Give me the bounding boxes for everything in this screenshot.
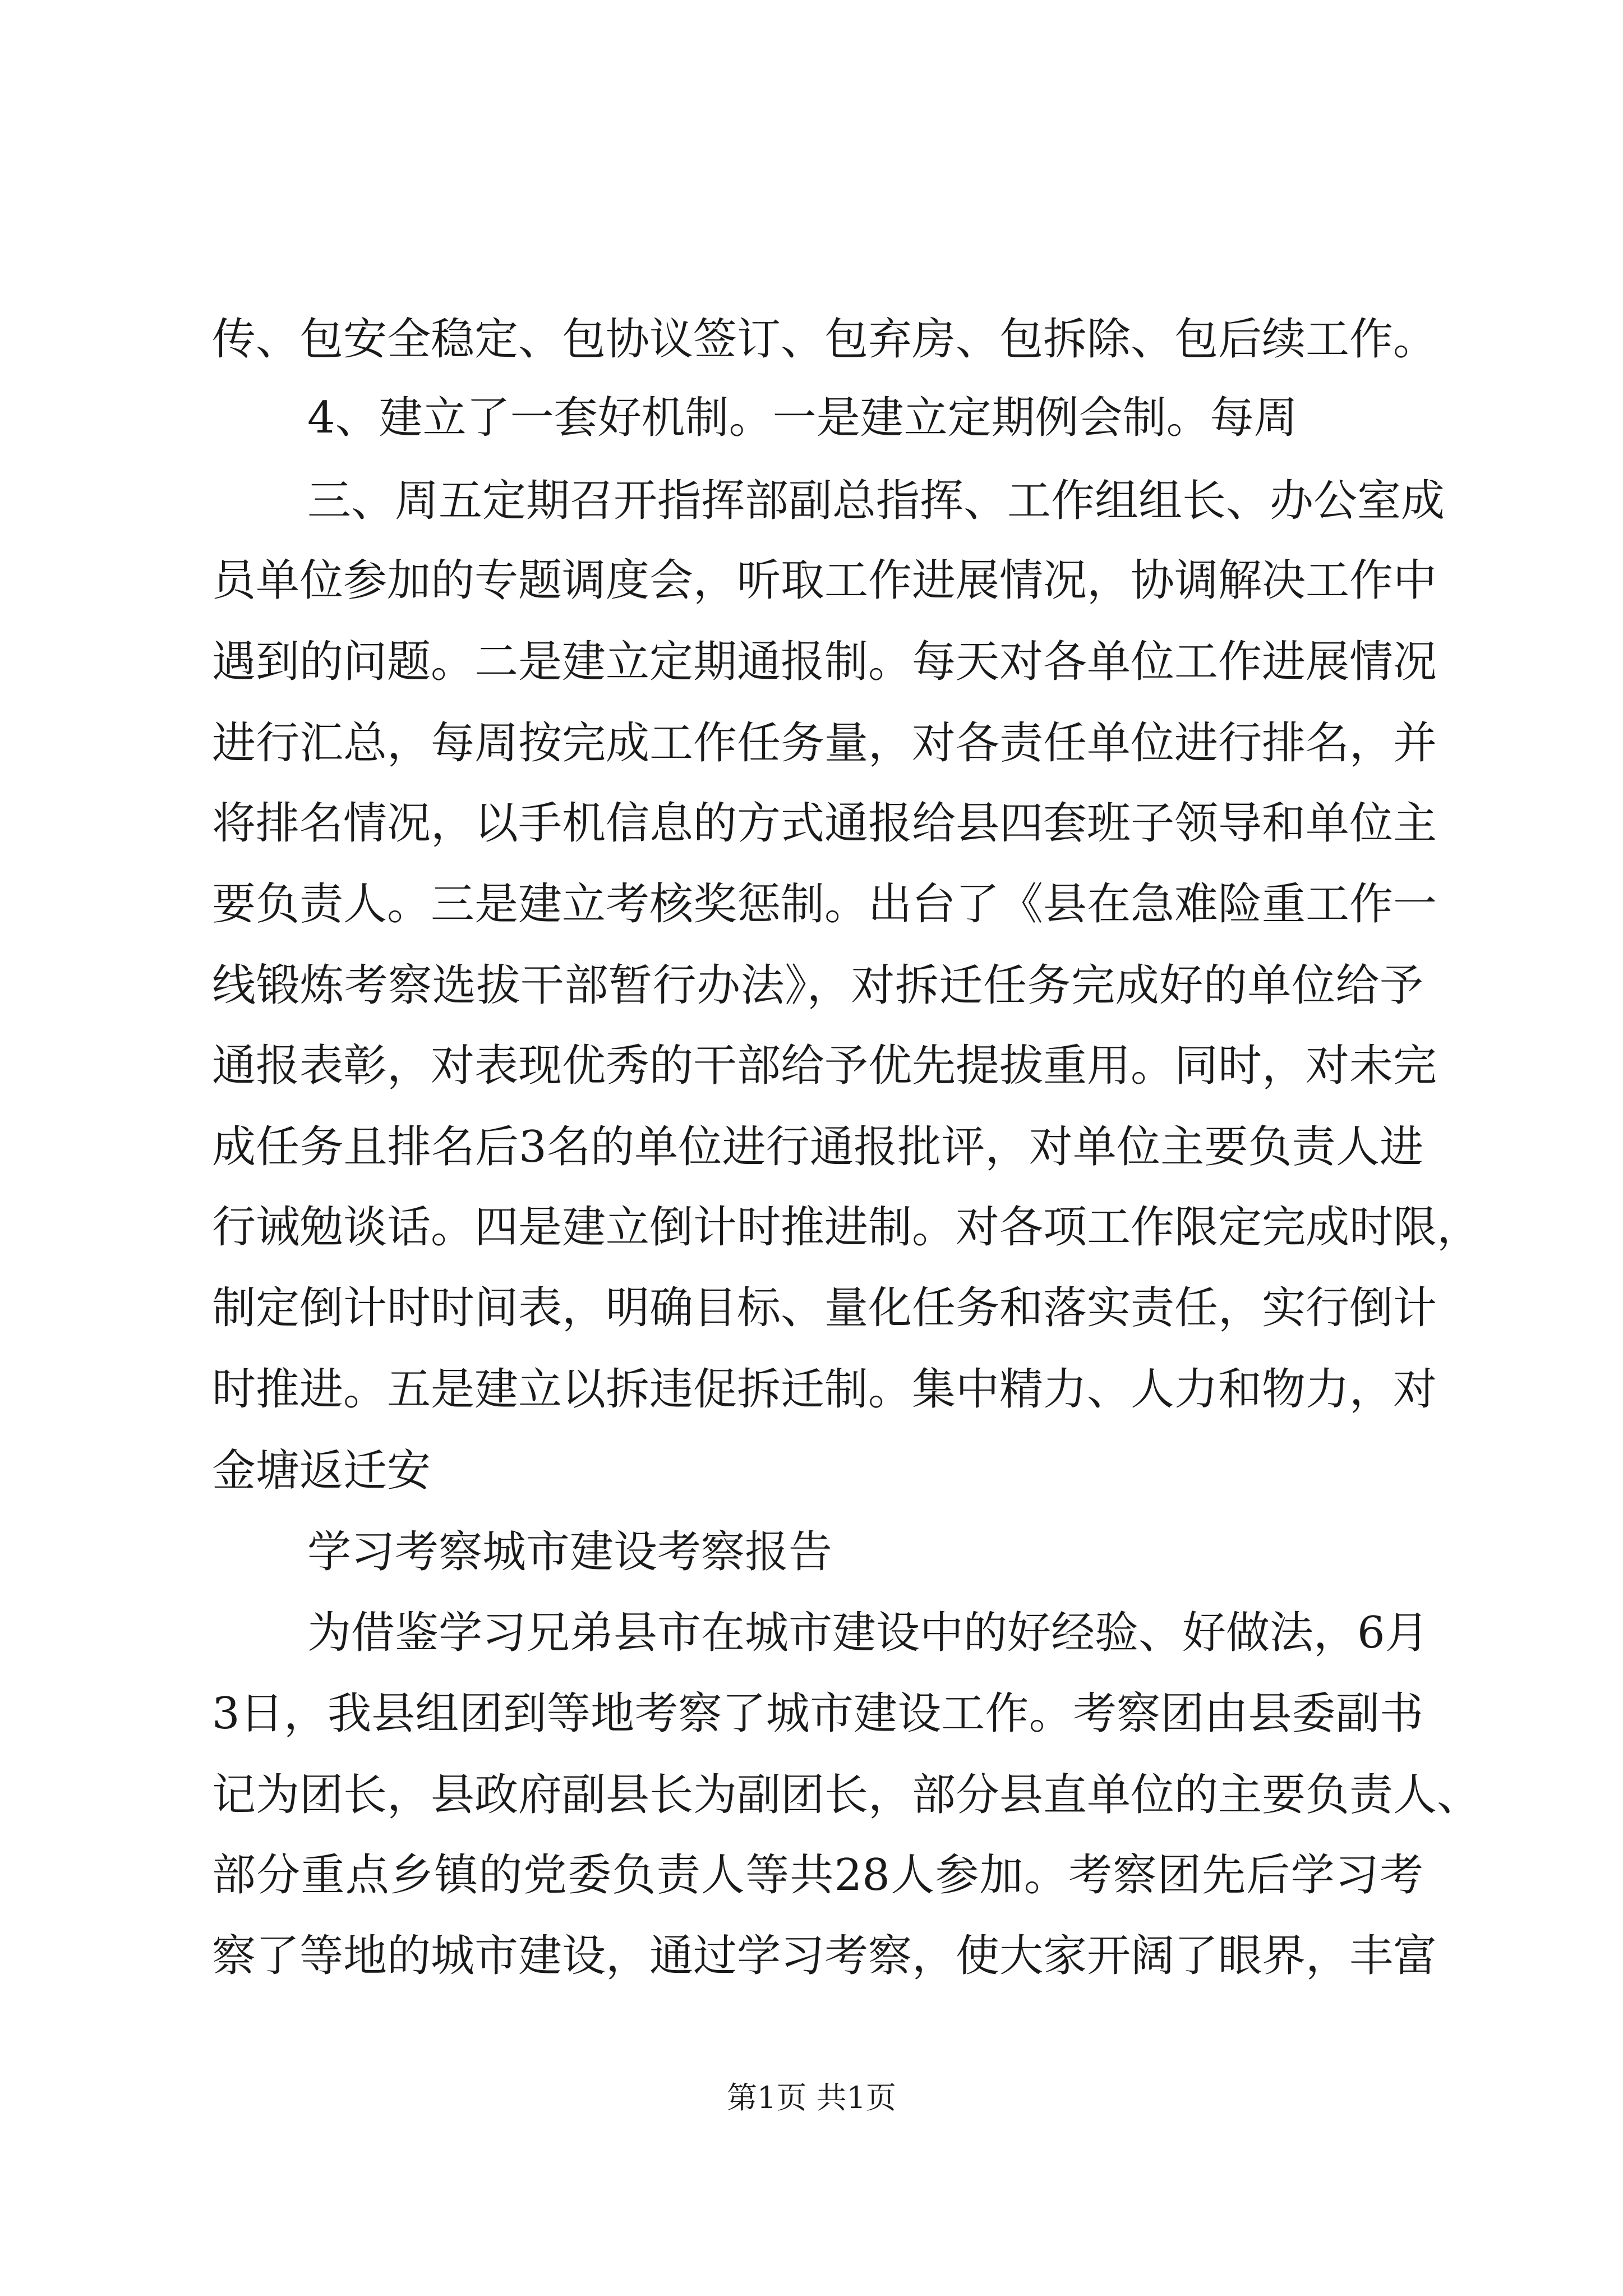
paragraph-line: 要负责人。三是建立考核奖惩制。出台了《县在急难险重工作一: [212, 879, 1437, 930]
paragraph-line: 记为团长，县政府副县长为副团长，部分县直单位的主要负责人、: [212, 1770, 1481, 1820]
paragraph-line: 传、包安全稳定、包协议签订、包弃房、包拆除、包后续工作。: [212, 314, 1437, 365]
paragraph-line: 3日，我县组团到等地考察了城市建设工作。考察团由县委副书: [212, 1688, 1423, 1739]
page-footer: 第1页 共1页: [727, 2080, 896, 2115]
paragraph-line: 制定倒计时时间表，明确目标、量化任务和落实责任，实行倒计: [212, 1283, 1437, 1333]
paragraph-line: 行诫勉谈话。四是建立倒计时推进制。对各项工作限定完成时限，: [212, 1202, 1481, 1253]
paragraph-line: 三、周五定期召开指挥部副总指挥、工作组组长、办公室成: [307, 476, 1445, 526]
section-heading: 学习考察城市建设考察报告: [307, 1527, 833, 1577]
paragraph-line: 将排名情况，以手机信息的方式通报给县四套班子领导和单位主: [212, 798, 1437, 849]
paragraph-line: 通报表彰，对表现优秀的干部给予优先提拔重用。同时，对未完: [212, 1041, 1437, 1091]
paragraph-line: 为借鉴学习兄弟县市在城市建设中的好经验、好做法，6月: [307, 1608, 1429, 1658]
paragraph-line: 时推进。五是建立以拆违促拆迁制。集中精力、人力和物力，对: [212, 1364, 1437, 1415]
paragraph-line: 部分重点乡镇的党委负责人等共28人参加。考察团先后学习考: [212, 1850, 1423, 1901]
paragraph-line: 成任务且排名后3名的单位进行通报批评，对单位主要负责人进: [212, 1122, 1423, 1172]
paragraph-line: 遇到的问题。二是建立定期通报制。每天对各单位工作进展情况: [212, 637, 1437, 687]
paragraph-line: 员单位参加的专题调度会，听取工作进展情况，协调解决工作中: [212, 555, 1437, 606]
paragraph-line: 进行汇总，每周按完成工作任务量，对各责任单位进行排名，并: [212, 718, 1437, 769]
paragraph-line: 4、建立了一套好机制。一是建立定期例会制。每周: [307, 393, 1298, 443]
paragraph-line: 线锻炼考察选拔干部暂行办法》，对拆迁任务完成好的单位给予: [212, 960, 1423, 1011]
paragraph-line: 察了等地的城市建设，通过学习考察，使大家开阔了眼界，丰富: [212, 1931, 1437, 1981]
paragraph-line: 金塘返迁安: [212, 1446, 431, 1496]
